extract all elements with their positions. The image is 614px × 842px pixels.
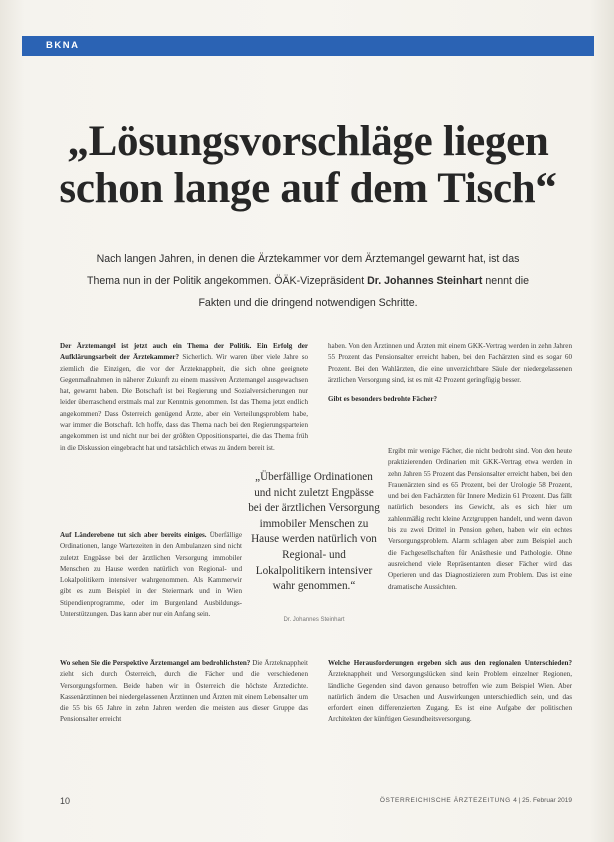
answer-1: Sicherlich. Wir waren über viele Jahre so ziemlich die Einzigen, die vor der Ärzteknappheit, die sich ohne geeignete Gegenmaßnahmen in näherer Zukunft zu einem massiven Ärztemangel ausgewachsen hat, gewarnt haben. Die Botschaft ist bei Regierung und Sozialversicherungen nur leider überraschend erstmals mal zur Kenntnis genommen. Ist das Thema jetzt endlich angekommen? Dass Österreich genügend Ärzte, aber ein Verteilungsproblem habe, war immer die Botschaft. Ich hoffe, dass das Thema nach bei den Regierungsparteien angekommen ist und nicht nur bei der größten Oppositionspartei, die das Thema früh in die Diskussion eingebracht hat und tatsächlich etwas zu ändern bereit ist. <box>60 353 309 452</box>
answer-2: Überfällige Ordinationen, lange Wartezeiten in den Ambulanzen sind nicht zuletzt Engpässe bei der ärztlichen Versorgung immobiler Menschen zu Hause werden natürlich von Regional- und Lokalpolitikern intensiver wahrgenommen. Als Kammerwir gibt es zum Beispiel in der Steiermark und in Wien Stipendienprogramme, oder im Burgenland Ausbildungs-Unterstützungen. Das kann aber nur ein Anfang sein. <box>60 531 242 619</box>
answer-4: Ergibt mir wenige Fächer, die nicht bedroht sind. Von den heute praktizierenden Ordinarien mit GKK-Vertrag etwa werden in zehn Jahren 55 Prozent das Pensionsalter erreicht haben, bei den Frauenärzten sind es 65 Prozent, bei der Urologie 58 Prozent, und bei den Fachärzten für Innere Medizin 61 Prozent. Das fällt natürlich besonders ins Gewicht, als es sich hier um zahlenmäßig recht kleine Arztgruppen handelt, und wenn davon bis zu zwei Drittel in Pension gehen, haben wir ein echtes Versorgungsproblem. Alarm schlagen aber zum Beispiel auch die Fachgesellschaften für Anästhesie und Pathologie. Ohne ausreichend viele Repräsentanten dieser Fächer wird das Operieren und das Diagnostizieren zum Problem. Das ist eine dramatische Aussichten. <box>388 447 572 591</box>
interview-block-1 <box>60 341 308 454</box>
answer-3: Die Ärzteknappheit zieht sich durch Österreich, durch die Fächer und die verschiedenen Versorgungsformen. Beide haben wir in Österreich die höchste Ärztedichte. Kassenärztinnen bei niedergelassenen Ärztinnen und Ärzten mit einem Lebensalter um die 55 bis 65 Jahre in zehn Jahren werden die meisten aus dieser Gruppe das Pensionsalter erreicht <box>60 659 308 724</box>
question-3: Wo sehen Sie die Perspektive Ärztemangel am bedrohlichsten? <box>60 659 251 667</box>
right-column-middle <box>388 446 572 601</box>
answer-3-continued: haben. Von den Ärztinnen und Ärzten mit einem GKK-Vertrag werden in zehn Jahren 55 Prozent das Pensionsalter erreicht haben, bei den Fachärzten sind es sogar 60 Prozent. Bei den Wahlärzten, die eine unverzichtbare Säule der niedergelassenen ärztlichen Versorgung sind, ist es mit 42 Prozent geringfügig besser. <box>328 342 572 384</box>
interview-block-5 <box>328 658 572 726</box>
page-number: 10 <box>60 796 71 806</box>
interview-block-4-intro <box>328 394 572 405</box>
lead-text-after: nennt die Fakten und die dringend notwendigen Schritte. <box>198 275 530 309</box>
lead-paragraph <box>82 248 534 314</box>
question-4: Gibt es besonders bedrohte Fächer? <box>328 395 438 404</box>
left-column-bottom <box>60 658 308 734</box>
left-column-middle <box>60 530 242 628</box>
pull-quote-attribution: Dr. Johannes Steinhart <box>283 616 345 623</box>
lead-text-before: Nach langen Jahren, in denen die Ärztekammer vor dem Ärztemangel gewarnt hat, ist das Thema nun in der Politik angekommen. ÖÄK-Vizepräsident <box>86 253 520 287</box>
question-2: Auf Länderebene tut sich aber bereits einiges. <box>60 531 207 539</box>
interview-block-3 <box>60 658 308 726</box>
section-bar <box>22 36 594 56</box>
right-column-bottom <box>328 658 572 734</box>
headline: „Lösungsvorschläge liegen schon lange auf dem Tisch“ <box>59 118 557 212</box>
interview-block-2 <box>60 530 242 620</box>
issue-date: 4 | 25. Februar 2019 <box>513 797 572 804</box>
pull-quote <box>248 470 380 623</box>
publication-name: ÖSTERREICHISCHE ÄRZTEZEITUNG <box>379 797 511 804</box>
footer-publication <box>380 797 572 804</box>
left-column-top <box>60 341 308 462</box>
section-label: BKNA <box>46 40 80 51</box>
right-column-top <box>328 341 572 413</box>
question-1: Der Ärztemangel ist jetzt auch ein Thema der Politik. Ein Erfolg der Aufklärungsarbeit der Ärztekammer? <box>60 342 308 362</box>
lead-interviewee-name: Dr. Johannes Steinhart <box>367 275 483 287</box>
answer-5: Ärzteknappheit und Versorgungslücken sind kein Problem einzelner Regionen, ländliche Gegenden sind davon genauso betroffen wie zum Beispiel Wien. Aber natürlich ändern die Ursachen und Auswirkungen unterschiedlich sein, und das erfordert einen differenzierten Zugang. Es ist eine Aufgabe der politischen Architekten der künftigen Gesundheitsversorgung. <box>328 670 572 724</box>
question-5: Welche Herausforderungen ergeben sich aus den regionalen Unterschieden? <box>328 659 572 667</box>
pull-quote-text: „Überfällige Ordinationen und nicht zuletzt Engpässe bei der ärztlichen Versorgung immobiler Menschen zu Hause werden natürlich von Regional- und Lokalpolitikern intensiver wahr genommen.“ <box>248 471 380 593</box>
